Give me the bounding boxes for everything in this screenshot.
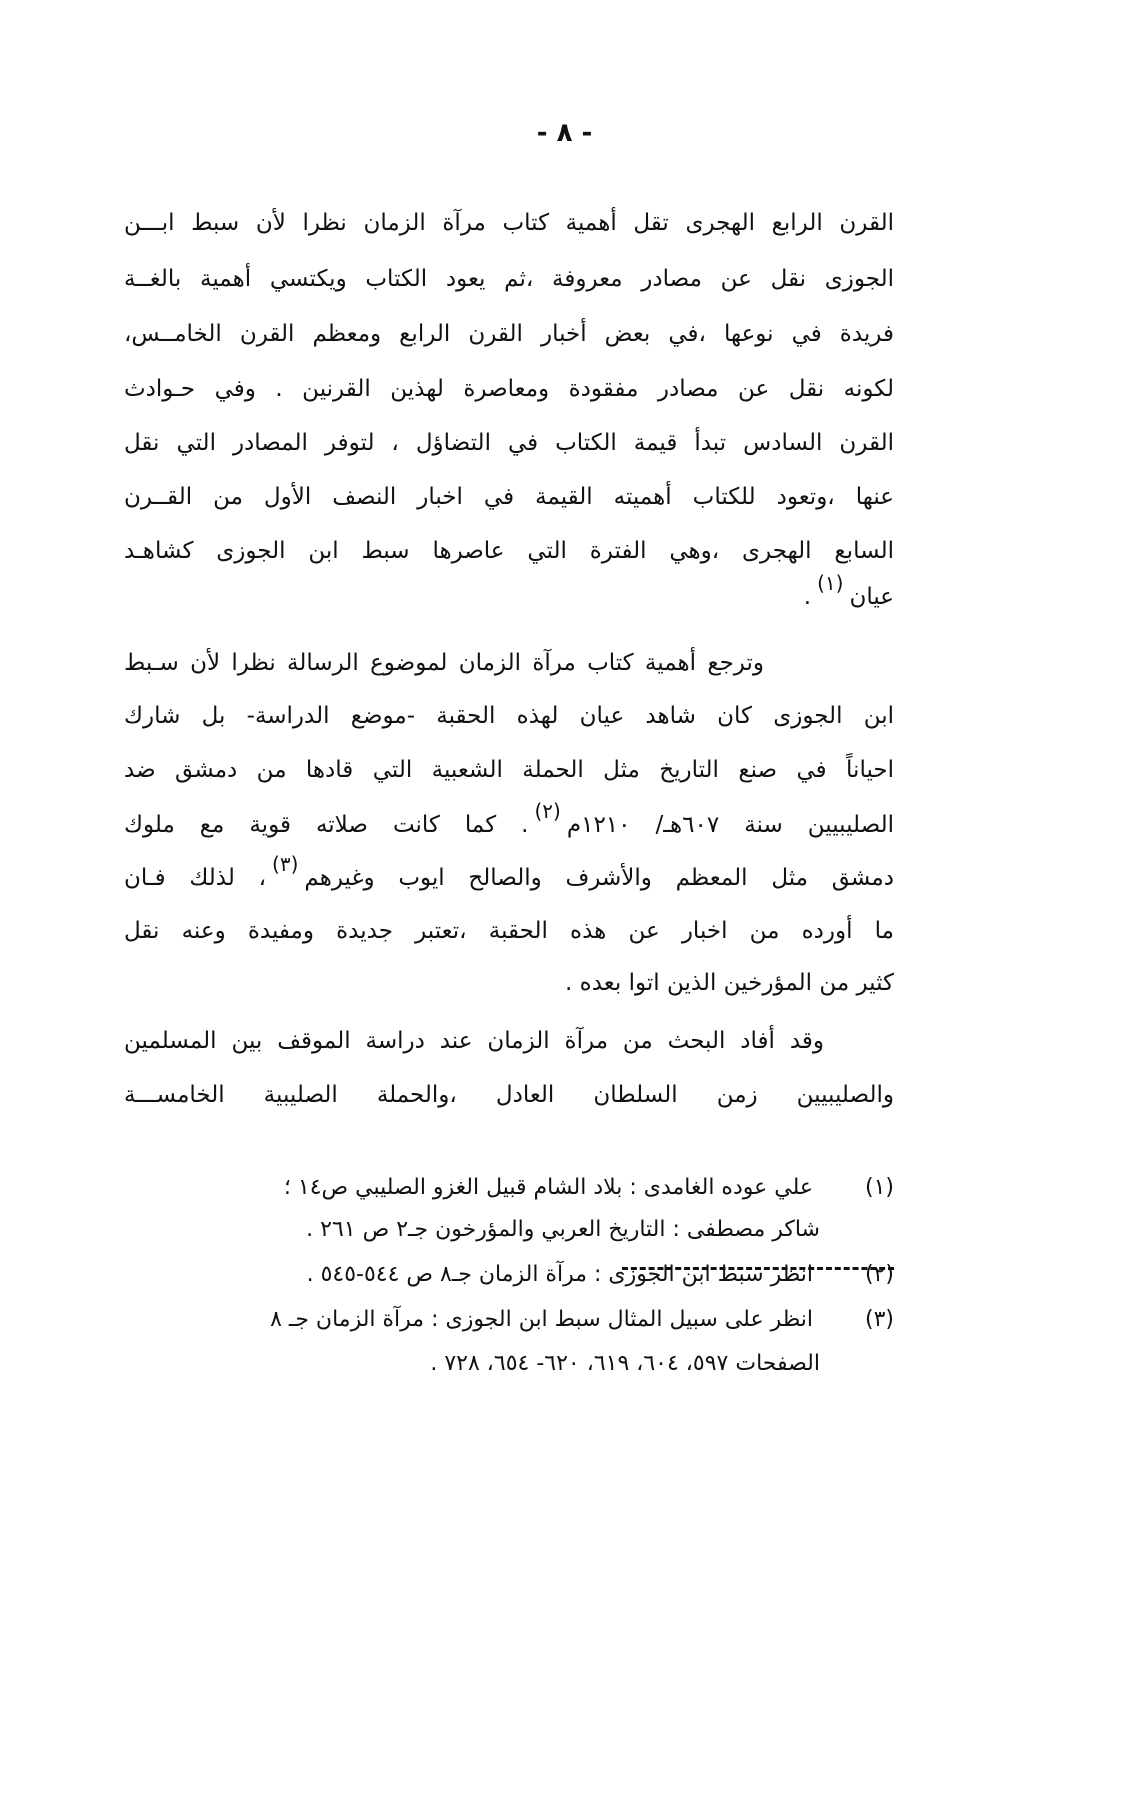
text-line: وترجع أهمية كتاب مرآة الزمان لموضوع الرسالة نظرا لأن سـبط bbox=[124, 650, 764, 676]
footnote-number: (٣) bbox=[864, 1307, 894, 1332]
text-line-with-ref bbox=[124, 799, 894, 845]
footnote-text: انظر سبط ابن الجوزى : مرآة الزمان جـ٨ ص ٥٤٤-٥٤٥ . bbox=[306, 1262, 813, 1287]
footnote-text: علي عوده الغامدى : بلاد الشام قبيل الغزو الصليبي ص١٤ ؛ bbox=[283, 1175, 813, 1200]
text-segment: . كما كانت صلاته قوية مع ملوك bbox=[124, 812, 529, 838]
text-segment: ، لذلك فـان bbox=[124, 865, 267, 891]
footnote-2 bbox=[94, 1257, 894, 1293]
footnote-3-continuation: الصفحات ٥٩٧، ٦٠٤، ٦١٩، ٦٢٠- ٦٥٤، ٧٢٨ . bbox=[430, 1351, 820, 1376]
footnote-number: (١) bbox=[864, 1175, 894, 1200]
text-segment: دمشق مثل المعظم والأشرف والصالح ايوب وغيرهم bbox=[304, 865, 894, 891]
footnote-text: انظر على سبيل المثال سبط ابن الجوزى : مرآة الزمان جـ ٨ bbox=[270, 1307, 813, 1332]
footnote-1-continuation: شاكر مصطفى : التاريخ العربي والمؤرخون جـ٢ ص ٢٦١ . bbox=[306, 1217, 820, 1242]
footnote-1 bbox=[94, 1170, 894, 1206]
footnote-ref-2: (٢) bbox=[534, 799, 561, 823]
text-line: كثير من المؤرخين الذين اتوا بعده . bbox=[565, 970, 894, 996]
text-line: القرن الرابع الهجرى تقل أهمية كتاب مرآة الزمان نظرا لأن سبط ابـــن bbox=[124, 210, 894, 236]
text-segment: الصليبيين سنة ٦٠٧هـ/ ١٢١٠م bbox=[566, 812, 894, 838]
text-segment: . bbox=[803, 584, 812, 610]
text-segment: عيان bbox=[849, 584, 894, 610]
text-line: عنها ،وتعود للكتاب أهميته القيمة في اخبار النصف الأول من القــرن bbox=[124, 484, 894, 510]
text-line: لكونه نقل عن مصادر مفقودة ومعاصرة لهذين القرنين . وفي حـوادث bbox=[124, 376, 894, 402]
text-line: وقد أفاد البحث من مرآة الزمان عند دراسة الموقف بين المسلمين bbox=[124, 1028, 824, 1054]
text-line: الجوزى نقل عن مصادر معروفة ،ثم يعود الكتاب ويكتسي أهمية بالغــة bbox=[124, 266, 894, 292]
footnote-3 bbox=[94, 1302, 894, 1338]
text-line: احياناً في صنع التاريخ مثل الحملة الشعبية التي قادها من دمشق ضد bbox=[124, 757, 894, 783]
text-line: والصليبيين زمن السلطان العادل ،والحملة الصليبية الخامســـة bbox=[124, 1082, 894, 1108]
text-line: ابن الجوزى كان شاهد عيان لهذه الحقبة -موضع الدراسة- بل شارك bbox=[124, 703, 894, 729]
text-line: السابع الهجرى ،وهي الفترة التي عاصرها سبط ابن الجوزى كشاهـد bbox=[124, 538, 894, 564]
text-line: القرن السادس تبدأ قيمة الكتاب في التضاؤل ، لتوفر المصادر التي نقل bbox=[124, 430, 894, 456]
footnote-number: (٢) bbox=[864, 1262, 894, 1287]
text-line-with-ref bbox=[124, 571, 894, 617]
text-line: ما أورده من اخبار عن هذه الحقبة ،تعتبر جديدة ومفيدة وعنه نقل bbox=[124, 918, 894, 944]
footnote-ref-3: (٣) bbox=[272, 852, 299, 876]
page-number: - ٨ - bbox=[536, 118, 593, 148]
text-line: فريدة في نوعها ،في بعض أخبار القرن الرابع ومعظم القرن الخامــس، bbox=[124, 321, 894, 347]
footnote-ref-1: (١) bbox=[817, 571, 844, 595]
text-line-with-ref bbox=[124, 852, 894, 898]
